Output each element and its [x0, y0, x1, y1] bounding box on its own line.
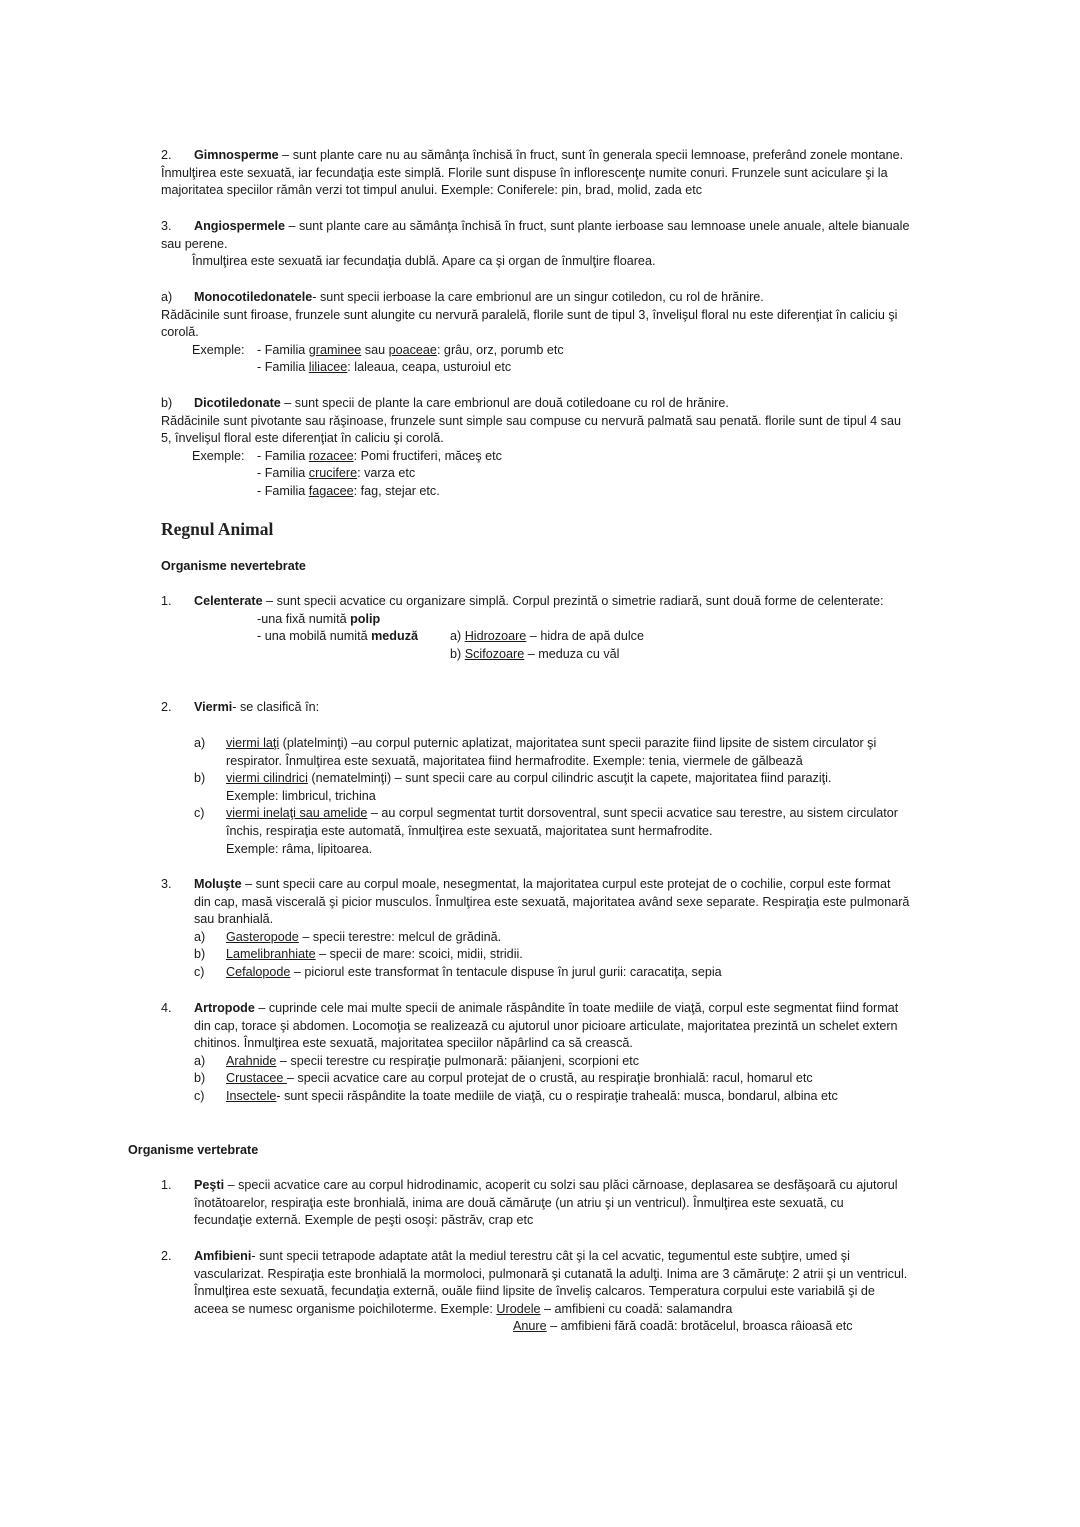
section-celenterate: 1. Celenterate – sunt specii acvatice cu organizare simplă. Corpul prezintă o simetrie radiară, sunt două forme de celenterate: -una fixă numită polip - una mobilă numită meduză a) Hidrozoare – hidra de apă dulce b) Scifozoare – meduza cu văl	[161, 593, 961, 663]
section-viermi: 2. Viermi- se clasifică în:	[161, 699, 961, 717]
examples-label: Exemple:	[192, 342, 245, 357]
item-number: 2.	[161, 148, 172, 162]
item-number: 4.	[161, 1001, 172, 1015]
section-heading-regnul-animal: Regnul Animal	[161, 519, 274, 539]
list-viermi: a) viermi laţi (platelminţi) –au corpul puternic aplatizat, majoritatea sunt specii parazite fiind lipsite de sistem circulator şi respirator. Înmulţirea este sexuată, majoritatea fiind hermafrodite. Exemple: tenia, viermele de gălbează b) viermi cilindrici (nematelminţi) – sunt specii care au corpul cilindric ascuţit la capete, majoritatea fiind paraziţi. Exemple: limbricul, trichina c) viermi inelaţi sau amelide – au corpul segmentat turtit dorsoventral, sunt specii acvatice sau terestre, au sistem circulator închis, respiraţia este automată, înmulţirea este sexuată, majoritatea sunt hermafrodite. Exemple: râma, lipitoarea.	[194, 736, 898, 856]
term-title: Amfibieni	[194, 1249, 252, 1263]
item-number: 2.	[161, 1249, 172, 1263]
section-moluste: 3. Moluşte – sunt specii care au corpul moale, nesegmentat, la majoritatea curpul este protejat de o cochilie, corpul este format din cap, masă viscerală şi picior musculos. Înmulţirea este sexuată, majoritatea având sexe separate. Respiraţia este pulmonară sau branhială. a) Gasteropode – specii terestre: melcul de grădină. b) Lamelibranhiate – specii de mare: scoici, midii, stridii. c) Cefalopode – piciorul este transformat în tentacule dispuse în jurul gurii: caracatiţa, sepia	[161, 877, 910, 979]
term-title: Celenterate	[194, 594, 263, 608]
item-number: 1.	[161, 1178, 172, 1192]
term-title: Angiospermele	[194, 219, 285, 233]
form-line: - una mobilă numită meduză	[257, 629, 418, 644]
example-line: - Familia fagacee: fag, stejar etc.	[257, 483, 440, 498]
item-number: 2.	[161, 700, 172, 714]
text-line: sau perene.	[161, 236, 228, 251]
item-letter: a)	[161, 290, 173, 304]
text-line: Rădăcinile sunt firoase, frunzele sunt alungite cu nervură paralelă, florile sunt de tipul 3, învelişul floral nu este diferenţiat în caliciu şi	[161, 307, 898, 322]
example-line: - Familia rozacee: Pomi fructiferi, măceş etc	[257, 448, 502, 463]
term-title: Dicotiledonate	[194, 396, 281, 410]
text-line: majoritatea speciilor rămân verzi tot timpul anului. Exemple: Coniferele: pin, brad, molid, zada etc	[161, 183, 703, 198]
text-line: corolă.	[161, 325, 199, 340]
term-title: Moluşte	[194, 877, 242, 891]
text-line: Rădăcinile sunt pivotante sau rǎşinoase, frunzele sunt simple sau compuse cu nervură palmată sau penată. florile sunt de tipul 4 sau	[161, 413, 901, 428]
form-line: -una fixă numită polip	[257, 611, 381, 626]
item-letter: b)	[161, 396, 173, 410]
example-line: - Familia graminee sau poaceae: grâu, orz, porumb etc	[257, 342, 564, 357]
example-line: - Familia liliacee: laleaua, ceapa, usturoiul etc	[257, 360, 512, 375]
term-title: Monocotiledonatele	[194, 290, 313, 304]
section-angiospermele: 3. Angiospermele – sunt plante care au sămânţa închisă în fruct, sunt plante ierboase sau lemnoase unele anuale, altele bianuale sau perene. Înmulţirea este sexuată iar fecundaţia dublă. Apare ca şi organ de înmulţire floarea.	[161, 218, 961, 271]
text-line: Înmulţirea este sexuată, iar fecundaţia este simplă. Florile sunt dispuse în inflorescenţe numite conuri. Frunzele sunt aciculare şi la	[161, 165, 888, 180]
section-dicotiledonate: b) Dicotiledonate – sunt specii de plante la care embrionul are două cotiledoane cu rol de hrănire. Rădăcinile sunt pivotante sau rǎşinoase, frunzele sunt simple sau compuse cu nervură palmată sau penată. florile sunt de tipul 4 sau 5, învelişul floral este diferenţiat în caliciu şi corolă. Exemple: - Familia rozacee: Pomi fructiferi, măceş etc - Familia crucifere: varza etc - Familia fagacee: fag, stejar etc.	[161, 395, 961, 501]
example-line: - Familia crucifere: varza etc	[257, 466, 416, 481]
term-title: Gimnosperme	[194, 148, 279, 162]
subheading-vertebrate: Organisme vertebrate	[128, 1143, 259, 1157]
subheading-nevertebrate: Organisme nevertebrate	[161, 559, 306, 573]
class-line: a) Hidrozoare – hidra de apă dulce	[450, 629, 644, 644]
text-line: 5, învelişul floral este diferenţiat în caliciu şi corolă.	[161, 431, 444, 446]
text-line: Înmulţirea este sexuată iar fecundaţia dublă. Apare ca şi organ de înmulţire floarea.	[192, 254, 656, 269]
term-title: Viermi	[194, 700, 233, 714]
example-line: Anure – amfibieni fără coadă: brotăcelul, broasca râioasă etc	[513, 1319, 853, 1334]
item-number: 3.	[161, 877, 172, 891]
item-number: 3.	[161, 219, 172, 233]
item-number: 1.	[161, 594, 172, 608]
examples-label: Exemple:	[192, 448, 245, 463]
class-line: b) Scifozoare – meduza cu văl	[450, 646, 620, 661]
text-line: aceea se numesc organisme poichiloterme. Exemple: Urodele – amfibieni cu coadă: salamandra	[194, 1301, 733, 1316]
section-amfibieni: 2. Amfibieni- sunt specii tetrapode adaptate atât la mediul terestru cât şi la cel acvatic, tegumentul este subţire, umed şi vascularizat. Respiraţia este bronhială la mormoloci, pulmonară şi cutanată la adulţi. Inima are 3 cămăruţe: 2 atrii şi un ventricul. Înmulţirea este sexuată, fecundaţia externă, ouăle fiind lipsite de înveliş calcaros. Temperatura corpului este variabilă şi de aceea se numesc organisme poichiloterme. Exemple: Urodele – amfibieni cu coadă: salamandra Anure – amfibieni fără coadă: brotăcelul, broasca râioasă etc	[161, 1248, 961, 1336]
section-monocotiledonate: a) Monocotiledonatele- sunt specii ierboase la care embrionul are un singur cotiledon, cu rol de hrănire. Rădăcinile sunt firoase, frunzele sunt alungite cu nervură paralelă, florile sunt de tipul 3, învelişul floral nu este diferenţiat în caliciu şi corolă. Exemple: - Familia graminee sau poaceae: grâu, orz, porumb etc - Familia liliacee: laleaua, ceapa, usturoiul etc	[161, 289, 961, 377]
section-artropode: 4. Artropode – cuprinde cele mai multe specii de animale răspândite în toate mediile de viaţă, corpul este segmentat fiind format din cap, torace şi abdomen. Locomoţia se realizează cu ajutorul unor picioare articulate, majoritatea prezintă un schelet extern chitinos. Înmulţirea este sexuată, majoritatea speciilor năpârlind ca să crească. a) Arahnide – specii terestre cu respiraţie pulmonară: păianjeni, scorpioni etc b) Crustacee – specii acvatice care au corpul protejat de o crustă, au respiraţie bronhială: racul, homarul etc c) Insectele- sunt specii răspândite la toate mediile de viaţă, cu o respiraţie traheală: musca, bondarul, albina etc	[161, 1001, 899, 1103]
term-title: Peşti	[194, 1178, 225, 1192]
term-title: Artropode	[194, 1001, 255, 1015]
section-pesti: 1. Peşti – specii acvatice care au corpul hidrodinamic, acoperit cu solzi sau plăci cărnoase, deplasarea se desfăşoară cu ajutorul înotătoarelor, respiraţia este bronhială, inima are două cămăruţe (un atriu şi un ventricul). Înmulţirea este sexuată, cu fecundaţie externă. Exemple de peşti osoşi: păstrăv, crap etc	[161, 1178, 898, 1228]
section-gimnosperme: 2. Gimnosperme – sunt plante care nu au sămânţa închisă în fruct, sunt în generala specii lemnoase, preferând zonele montane. Înmulţirea este sexuată, iar fecundaţia este simplă. Florile sunt dispuse în inflorescenţe numite conuri. Frunzele sunt aciculare şi la majoritatea speciilor rămân verzi tot timpul anului. Exemple: Coniferele: pin, brad, molid, zada etc	[161, 147, 961, 200]
